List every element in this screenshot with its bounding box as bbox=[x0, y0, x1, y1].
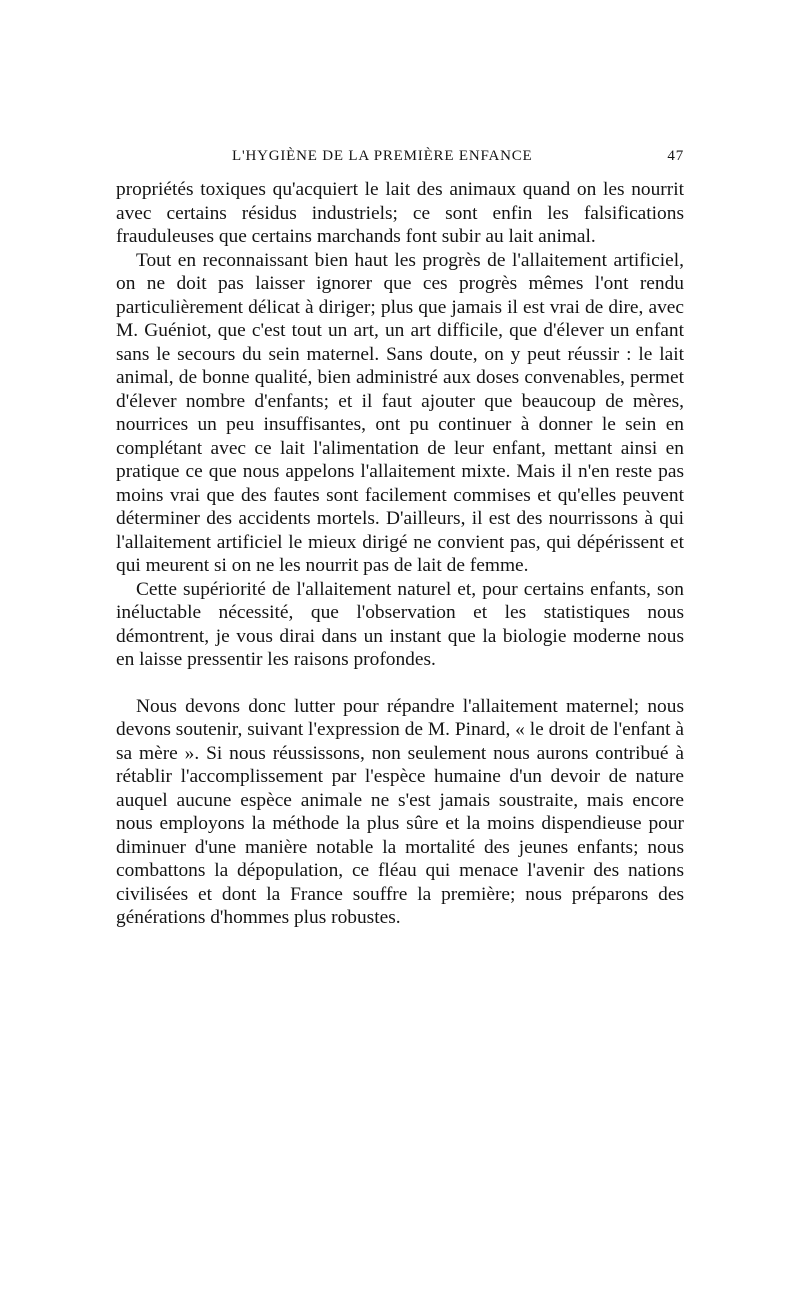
paragraph-artificial-feeding: Tout en reconnaissant bien haut les progrès de l'allaitement artificiel, on ne doit pas laisser ignorer que ces progrès mêmes l'ont rendu particulièrement délicat à diriger; plus que jamais il est vrai de dire, avec M. Guéniot, que c'est tout un art, un art difficile, que d'élever un enfant sans le secours du sein maternel. Sans doute, on y peut réussir : le lait animal, de bonne qualité, bien administré aux doses convenables, permet d'élever nombre d'enfants; et il faut ajouter que beaucoup de mères, nourrices un peu insuffisantes, ont pu continuer à donner le sein en complétant avec ce lait l'alimentation de leur enfant, mettant ainsi en pratique ce que nous appelons l'allaitement mixte. Mais il n'en reste pas moins vrai que des fautes sont facilement commises et qu'elles peuvent déterminer des accidents mortels. D'ailleurs, il est des nourrissons à qui l'allaitement artificiel le mieux dirigé ne convient pas, qui dépérissent et qui meurent si on ne les nourrit pas de lait de femme. bbox=[116, 249, 684, 576]
paragraph-continuation: propriétés toxiques qu'acquiert le lait des animaux quand on les nourrit avec certains résidus industriels; ce sont enfin les falsifications frauduleuses que certains marchands font subir au lait animal. bbox=[116, 179, 684, 247]
body-text bbox=[116, 178, 684, 930]
paragraph-natural-feeding-superiority: Cette supériorité de l'allaitement naturel et, pour certains enfants, son inéluctable nécessité, que l'observation et les statistiques nous démontrent, je vous dirai dans un instant que la biologie moderne nous en laisse pressentir les raisons profondes. bbox=[116, 578, 684, 670]
section-gap bbox=[116, 672, 684, 695]
running-header bbox=[116, 148, 684, 178]
book-page bbox=[116, 148, 684, 930]
page-number: 47 bbox=[667, 148, 684, 164]
running-title: L'HYGIÈNE DE LA PREMIÈRE ENFANCE bbox=[232, 148, 533, 164]
paragraph-maternal-feeding-conclusion: Nous devons donc lutter pour répandre l'allaitement maternel; nous devons soutenir, suivant l'expression de M. Pinard, « le droit de l'enfant à sa mère ». Si nous réussissons, non seulement nous aurons contribué à rétablir l'accomplissement par l'espèce humaine d'un devoir de nature auquel aucune espèce animale ne s'est jamais soustraite, mais encore nous employons la méthode la plus sûre et la moins dispendieuse pour diminuer d'une manière notable la mortalité des jeunes enfants; nous combattons la dépopulation, ce fléau qui menace l'avenir des nations civilisées et dont la France souffre la première; nous préparons des générations d'hommes plus robustes. bbox=[116, 695, 684, 928]
